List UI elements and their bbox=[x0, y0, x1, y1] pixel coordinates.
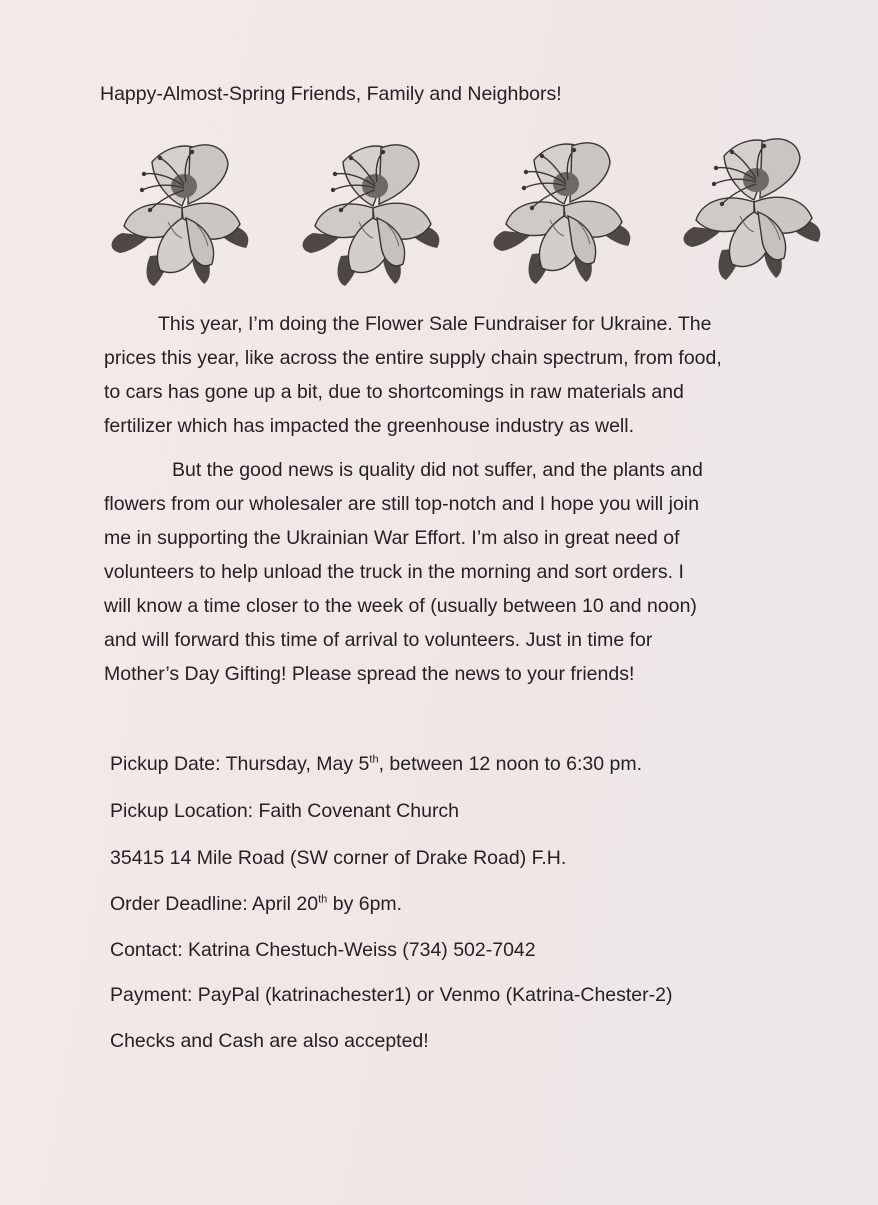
paragraph-line: This year, I’m doing the Flower Sale Fundraiser for Ukraine. The bbox=[158, 313, 712, 335]
flower-icon bbox=[684, 139, 821, 280]
paragraph-good-news bbox=[104, 453, 874, 691]
paragraph-line: But the good news is quality did not suffer, and the plants and bbox=[172, 459, 703, 481]
paragraph-line: me in supporting the Ukrainian War Effort. I’m also in great need of bbox=[104, 527, 680, 549]
paragraph-line: will know a time closer to the week of (usually between 10 and noon) bbox=[104, 595, 697, 617]
paragraph-line: fertilizer which has impacted the greenhouse industry as well. bbox=[104, 415, 635, 437]
pickup-date: Pickup Date: Thursday, May 5th, between 12 noon to 6:30 pm. bbox=[110, 753, 643, 775]
paragraph-line: flowers from our wholesaler are still top-notch and I hope you will join bbox=[104, 493, 700, 515]
pickup-address: 35415 14 Mile Road (SW corner of Drake Road) F.H. bbox=[110, 847, 567, 869]
pickup-location: Pickup Location: Faith Covenant Church bbox=[110, 800, 460, 822]
contact-info: Contact: Katrina Chestuch-Weiss (734) 502-7042 bbox=[110, 939, 536, 961]
payment-info: Payment: PayPal (katrinachester1) or Venmo (Katrina-Chester-2) bbox=[110, 984, 673, 1006]
paragraph-line: and will forward this time of arrival to volunteers. Just in time for bbox=[104, 629, 653, 651]
paragraph-line: to cars has gone up a bit, due to shortcomings in raw materials and bbox=[104, 381, 684, 403]
paragraph-line: prices this year, like across the entire supply chain spectrum, from food, bbox=[104, 347, 722, 369]
greeting-heading: Happy-Almost-Spring Friends, Family and Neighbors! bbox=[100, 83, 562, 105]
paragraph-intro bbox=[104, 307, 874, 443]
checks-cash-note: Checks and Cash are also accepted! bbox=[110, 1030, 429, 1052]
flower-icon bbox=[303, 145, 440, 286]
order-deadline: Order Deadline: April 20th by 6pm. bbox=[110, 893, 403, 915]
flower-icon bbox=[494, 143, 631, 284]
paragraph-line: Mother’s Day Gifting! Please spread the news to your friends! bbox=[104, 663, 635, 685]
flower-row bbox=[0, 0, 878, 300]
flower-icon bbox=[112, 145, 249, 286]
paragraph-line: volunteers to help unload the truck in the morning and sort orders. I bbox=[104, 561, 684, 583]
